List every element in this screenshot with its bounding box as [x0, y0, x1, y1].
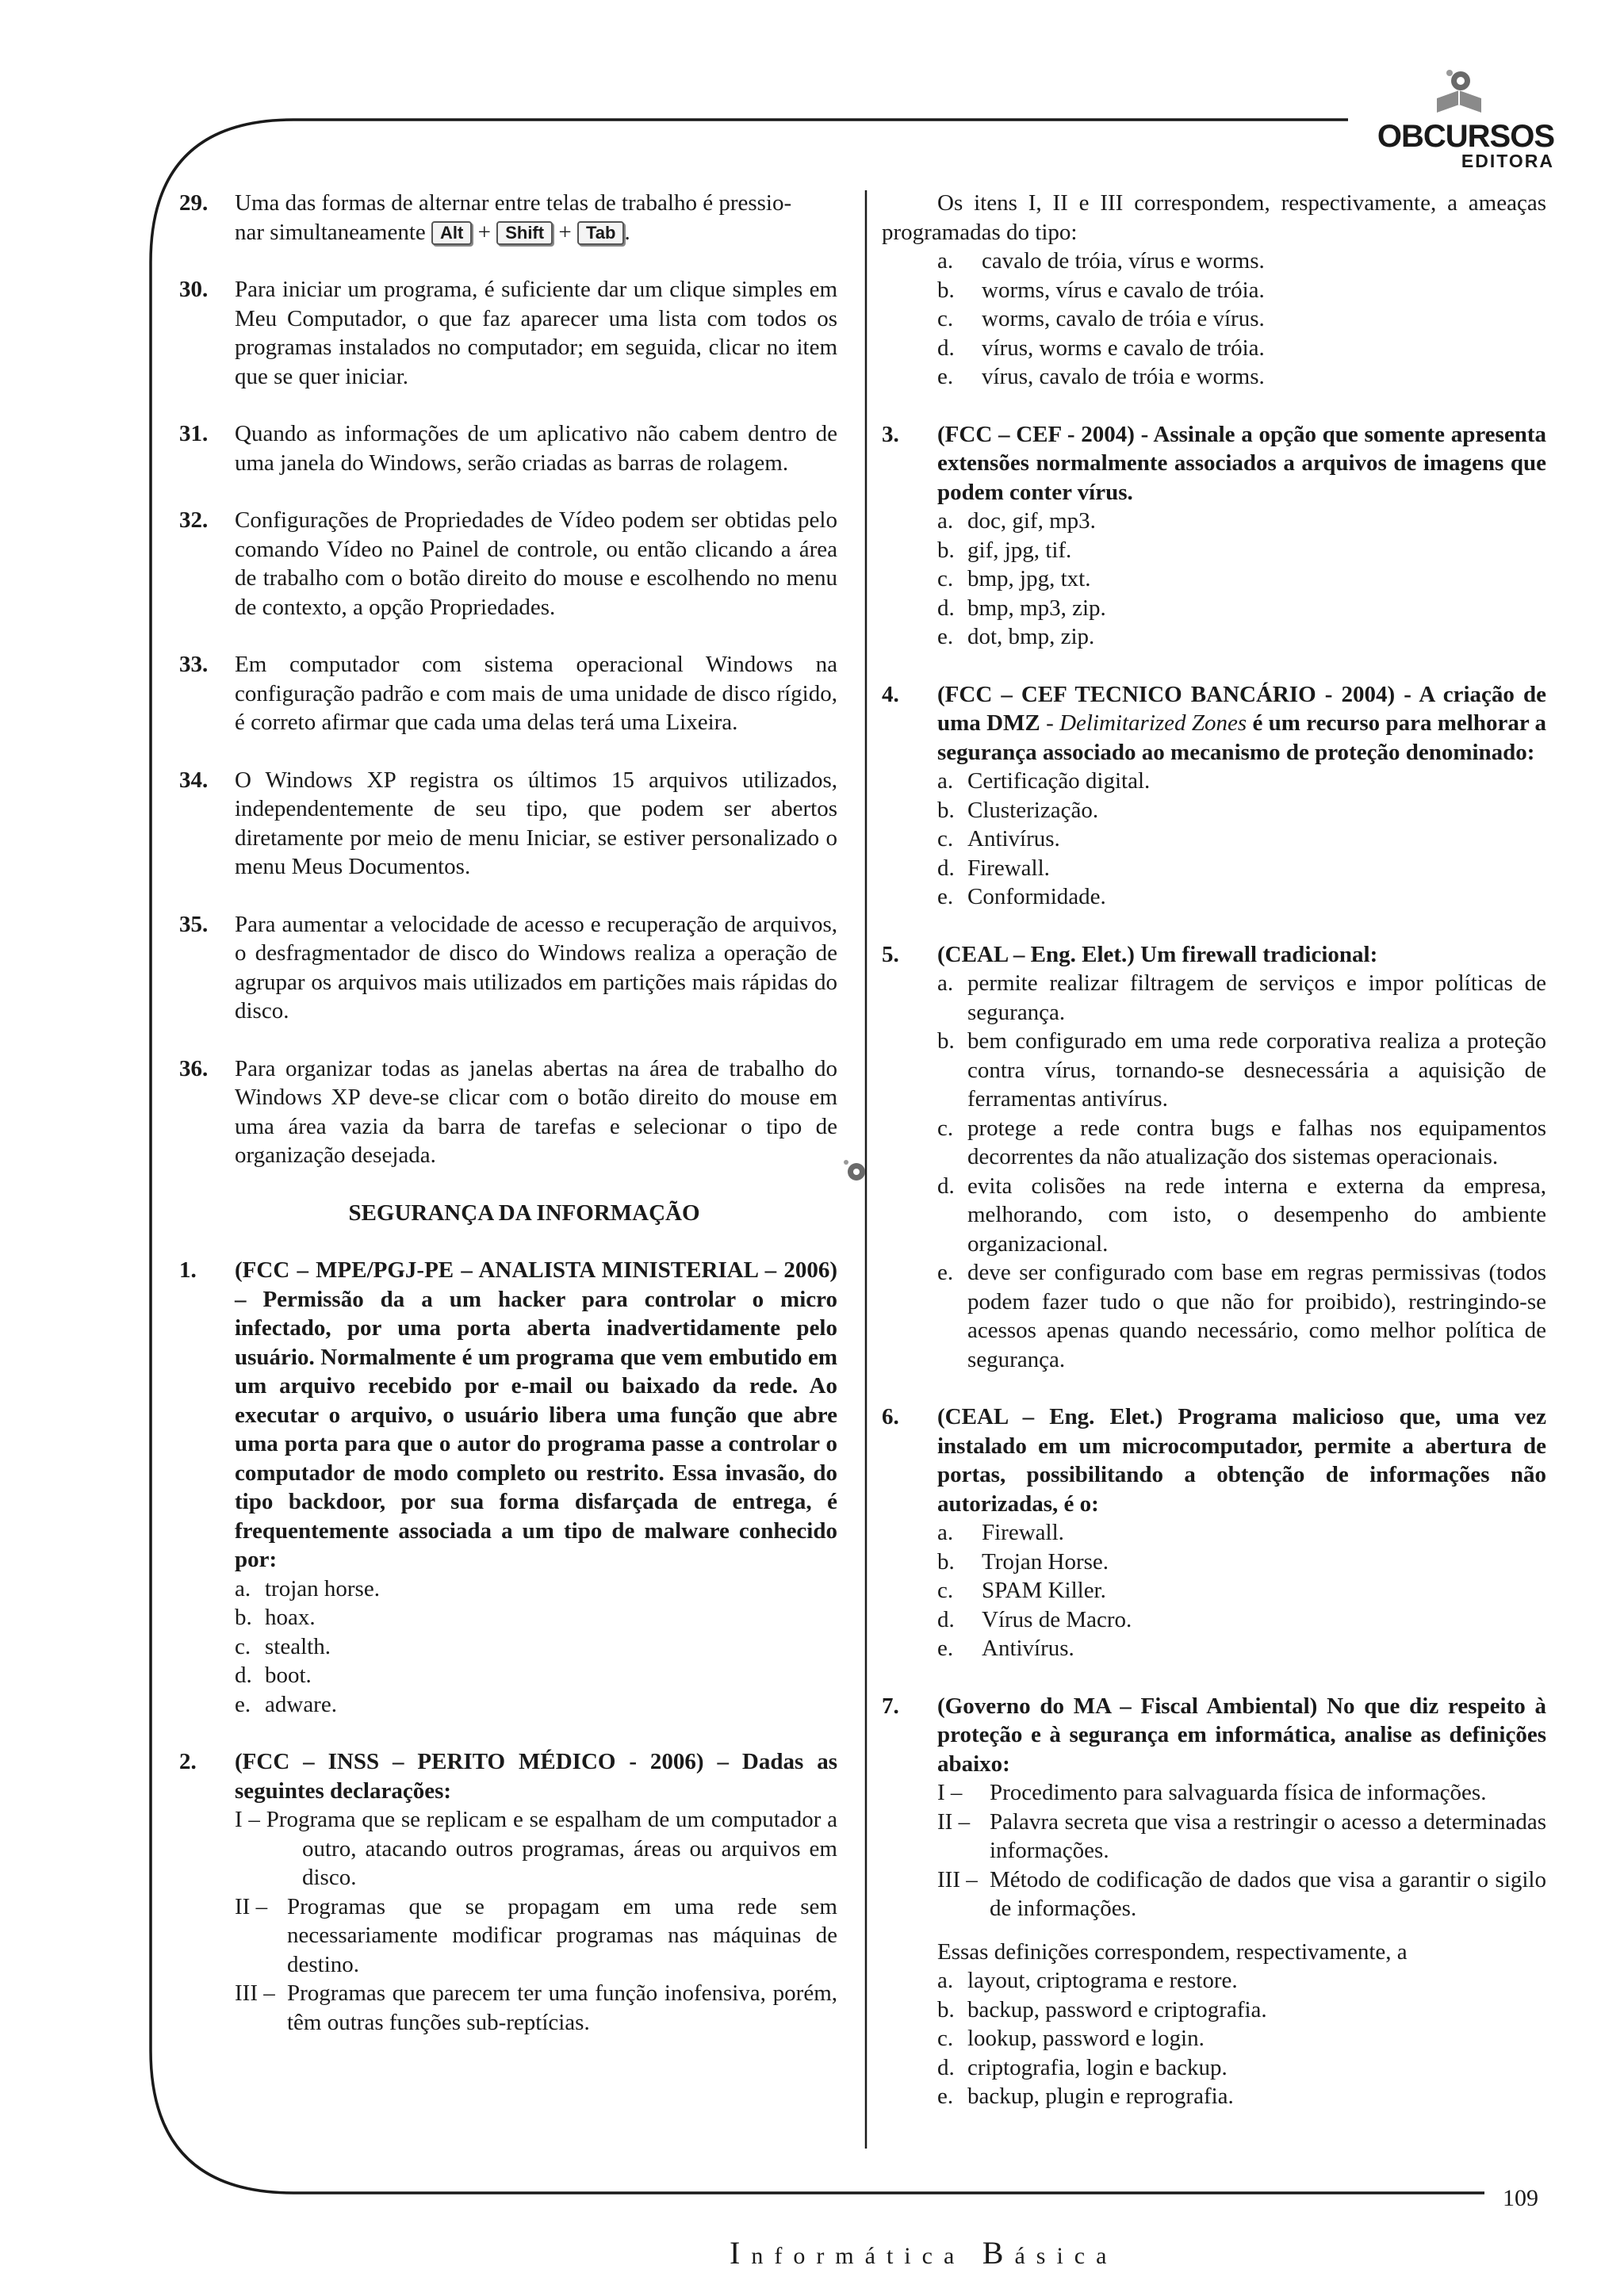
- option: c. lookup, password e login.: [937, 2026, 1205, 2051]
- brand-name: OBCURSOS: [1377, 119, 1554, 154]
- section-heading: SEGURANÇA DA INFORMAÇÃO: [348, 1200, 700, 1226]
- question-text-line1: Uma das formas de alternar entre telas de trabalho é pressio-: [235, 190, 792, 216]
- question-number: 1.: [179, 1257, 197, 1283]
- security-question-3: [882, 420, 1546, 652]
- question-number: 31.: [179, 421, 209, 446]
- plus-sign: +: [558, 219, 572, 245]
- security-question-5: [882, 940, 1546, 1375]
- question-number: 7.: [882, 1693, 899, 1719]
- definition-i: I – Procedimento para salvaguarda física de informações.: [937, 1780, 1487, 1805]
- option: d. boot.: [235, 1663, 312, 1688]
- question-31: [179, 419, 837, 477]
- question-stem: (CEAL – Eng. Elet.) Um firewall tradicional:: [937, 941, 1378, 967]
- brand-subtitle: EDITORA: [1461, 151, 1554, 171]
- security-question-2: [179, 1747, 837, 2037]
- book-gear-icon: [1434, 67, 1484, 116]
- question-number: 35.: [179, 911, 209, 937]
- option: d. bmp, mp3, zip.: [937, 595, 1106, 621]
- question-text: nar simultaneamente: [235, 219, 426, 245]
- question-number: 30.: [179, 277, 209, 302]
- option: d. Vírus de Macro.: [937, 1606, 1132, 1632]
- option: d. vírus, worms e cavalo de tróia.: [937, 335, 1265, 361]
- option: d. criptografia, login e backup.: [937, 2054, 1228, 2080]
- option: a. cavalo de tróia, vírus e worms.: [937, 248, 1265, 274]
- question-stem: (FCC – CEF - 2004) - Assinale a opção que somente apresenta extensões normalmente associados a arquivos de imagens que podem conter vírus.: [937, 421, 1546, 505]
- plus-sign: +: [477, 219, 491, 245]
- question-stem: (FCC – CEF TECNICO BANCÁRIO - 2004) - A criação de uma DMZ - Delimitarized Zones é um recurso para melhorar a segurança associado ao mecanismo de proteção denominado:: [937, 681, 1547, 765]
- question-32: [179, 506, 837, 622]
- question-29: [179, 189, 837, 247]
- gear-icon: [839, 1154, 871, 1186]
- question-number: 2.: [179, 1749, 197, 1774]
- question-number: 5.: [882, 941, 899, 967]
- option: b. Trojan Horse.: [937, 1548, 1109, 1575]
- option: b. gif, jpg, tif.: [937, 537, 1072, 563]
- question-text: Para aumentar a velocidade de acesso e recuperação de arquivos, o desfragmentador de disco do Windows realiza a operação de agrupar os arquivos mais utilizados em partições mais rápidas do disco.: [235, 911, 837, 1024]
- option: d. evita colisões na rede interna e externa da empresa, melhorando, com isto, o desempenho do ambiente organizacional.: [937, 1173, 1546, 1257]
- option: a. trojan horse.: [235, 1575, 380, 1601]
- page-number: 109: [1503, 2185, 1538, 2211]
- statement-i: I – Programa que se replicam e se espalham de um computador a outro, atacando outros programas, áreas ou arquivos em disco.: [235, 1807, 837, 1890]
- question-number: 3.: [882, 421, 899, 447]
- option: e. deve ser configurado com base em regras permissivas (todos podem fazer tudo o que não for proibido), restringindo-se acessos apenas quando necessário, como melhor política de segurança.: [937, 1260, 1546, 1372]
- option: a. Firewall.: [937, 1520, 1064, 1545]
- question-33: [179, 650, 837, 737]
- question-number: 4.: [882, 681, 899, 707]
- option: a. Certificação digital.: [937, 768, 1151, 794]
- option: c. bmp, jpg, txt.: [937, 566, 1091, 591]
- question-text: O Windows XP registra os últimos 15 arquivos utilizados, independentemente de seu tipo, que podem ser abertos diretamente por meio de menu Iniciar, se estiver personalizado o menu Meus Documentos.: [235, 767, 837, 879]
- option: b. hoax.: [235, 1605, 316, 1630]
- question-text-line2: [235, 218, 837, 247]
- question-34: [179, 766, 837, 882]
- option: c. SPAM Killer.: [937, 1578, 1106, 1603]
- question-2-continued: [882, 189, 1546, 392]
- question-35: [179, 910, 837, 1026]
- question-stem: (Governo do MA – Fiscal Ambiental) No que diz respeito à proteção e à segurança em informática, analise as definições abaixo:: [937, 1693, 1546, 1777]
- option: c. protege a rede contra bugs e falhas nos equipamentos decorrentes da não atualização dos sistemas operacionais.: [937, 1115, 1546, 1169]
- question-number: 33.: [179, 652, 209, 677]
- question-number: 32.: [179, 507, 209, 533]
- option: c. stealth.: [235, 1633, 331, 1659]
- closing-text: Essas definições correspondem, respectivamente, a: [937, 1938, 1408, 1965]
- running-footer: Informática Básica: [730, 2235, 1118, 2271]
- option: d. Firewall.: [937, 855, 1050, 881]
- question-text: Para iniciar um programa, é suficiente dar um clique simples em Meu Computador, o que faz aparecer uma lista com todos os programas instalados no computador; em seguida, clicar no item que se quer iniciar.: [235, 277, 837, 389]
- question-stem: (FCC – MPE/PGJ-PE – ANALISTA MINISTERIAL – 2006) – Permissão da a um hacker para controlar o micro infectado, por uma porta aberta inadvertidamente pelo usuário. Normalmente é um programa que vem embutido em um arquivo recebido por e-mail ou baixado da rede. Ao executar o arquivo, o usuário libera uma função que abre uma porta para que o autor do programa passe a controlar o computador de modo completo ou restrito. Essa invasão, do tipo backdoor, por sua forma disfarçada de entrega, é frequentemente associada a um tipo de malware conhecido por:: [235, 1257, 837, 1572]
- option: e. dot, bmp, zip.: [937, 624, 1095, 649]
- security-question-4: [882, 680, 1546, 912]
- option: a. doc, gif, mp3.: [937, 508, 1096, 534]
- question-text: Para organizar todas as janelas abertas na área de trabalho do Windows XP deve-se clicar com o botão direito do mouse em uma área vazia da barra de tarefas e selecionar o tipo de organização desejada.: [235, 1055, 837, 1168]
- period: .: [624, 219, 630, 245]
- question-text: Em computador com sistema operacional Windows na configuração padrão e com mais de uma unidade de disco rígido, é correto afirmar que cada uma delas terá uma Lixeira.: [235, 652, 837, 735]
- question-number: 29.: [179, 190, 209, 216]
- option: b. bem configurado em uma rede corporativa realiza a proteção contra vírus, tornando-se desnecessária a aquisição de ferramentas antivírus.: [937, 1028, 1546, 1112]
- statement-iii: III – Programas que parecem ter uma função inofensiva, porém, têm outras funções sub-reptícias.: [235, 1980, 837, 2035]
- option: c. worms, cavalo de tróia e vírus.: [937, 306, 1265, 331]
- definition-iii: III – Método de codificação de dados que visa a garantir o sigilo de informações.: [937, 1866, 1546, 1921]
- shift-key: Shift: [496, 221, 553, 245]
- question-number: 36.: [179, 1055, 209, 1081]
- tab-key: Tab: [577, 221, 624, 245]
- option: e. vírus, cavalo de tróia e worms.: [937, 364, 1265, 389]
- question-stem: (CEAL – Eng. Elet.) Programa malicioso que, uma vez instalado em um microcomputador, permite a abertura de portas, possibilitando a obtenção de informações não autorizadas, é o:: [937, 1404, 1546, 1517]
- question-number: 34.: [179, 767, 209, 793]
- option: e. backup, plugin e reprografia.: [937, 2084, 1234, 2109]
- left-column: [179, 189, 837, 2037]
- question-number: 6.: [882, 1404, 899, 1429]
- right-column: [882, 189, 1546, 2111]
- intro-text: Os itens I, II e III correspondem, respectivamente, a ameaças programadas do tipo:: [882, 190, 1546, 245]
- security-question-6: [882, 1402, 1546, 1663]
- definition-ii: II – Palavra secreta que visa a restringir o acesso a determinadas informações.: [937, 1808, 1546, 1863]
- option: a. layout, criptograma e restore.: [937, 1968, 1238, 1993]
- security-question-1: [179, 1256, 837, 1719]
- security-question-7: [882, 1692, 1546, 2111]
- option: e. Conformidade.: [937, 884, 1106, 909]
- option: b. worms, vírus e cavalo de tróia.: [937, 277, 1265, 303]
- option: b. backup, password e criptografia.: [937, 1996, 1267, 2022]
- question-36: [179, 1054, 837, 1170]
- option: e. Antivírus.: [937, 1636, 1074, 1661]
- question-text: Quando as informações de um aplicativo não cabem dentro de uma janela do Windows, serão criadas as barras de rolagem.: [235, 421, 837, 476]
- question-stem: (FCC – INSS – PERITO MÉDICO - 2006) – Dadas as seguintes declarações:: [235, 1749, 837, 1804]
- statement-ii: II – Programas que se propagam em uma rede sem necessariamente modificar programas nas máquinas de destino.: [235, 1893, 837, 1977]
- alt-key: Alt: [431, 221, 472, 245]
- option: e. adware.: [235, 1691, 337, 1717]
- question-text: Configurações de Propriedades de Vídeo podem ser obtidas pelo comando Vídeo no Painel de controle, ou então clicando a área de trabalho com o botão direito do mouse e escolhendo no menu de contexto, a opção Propriedades.: [235, 507, 837, 620]
- question-30: [179, 275, 837, 391]
- option: c. Antivírus.: [937, 826, 1060, 851]
- option: b. Clusterização.: [937, 797, 1099, 823]
- option: a. permite realizar filtragem de serviços e impor políticas de segurança.: [937, 970, 1546, 1025]
- publisher-logo: [1364, 65, 1554, 176]
